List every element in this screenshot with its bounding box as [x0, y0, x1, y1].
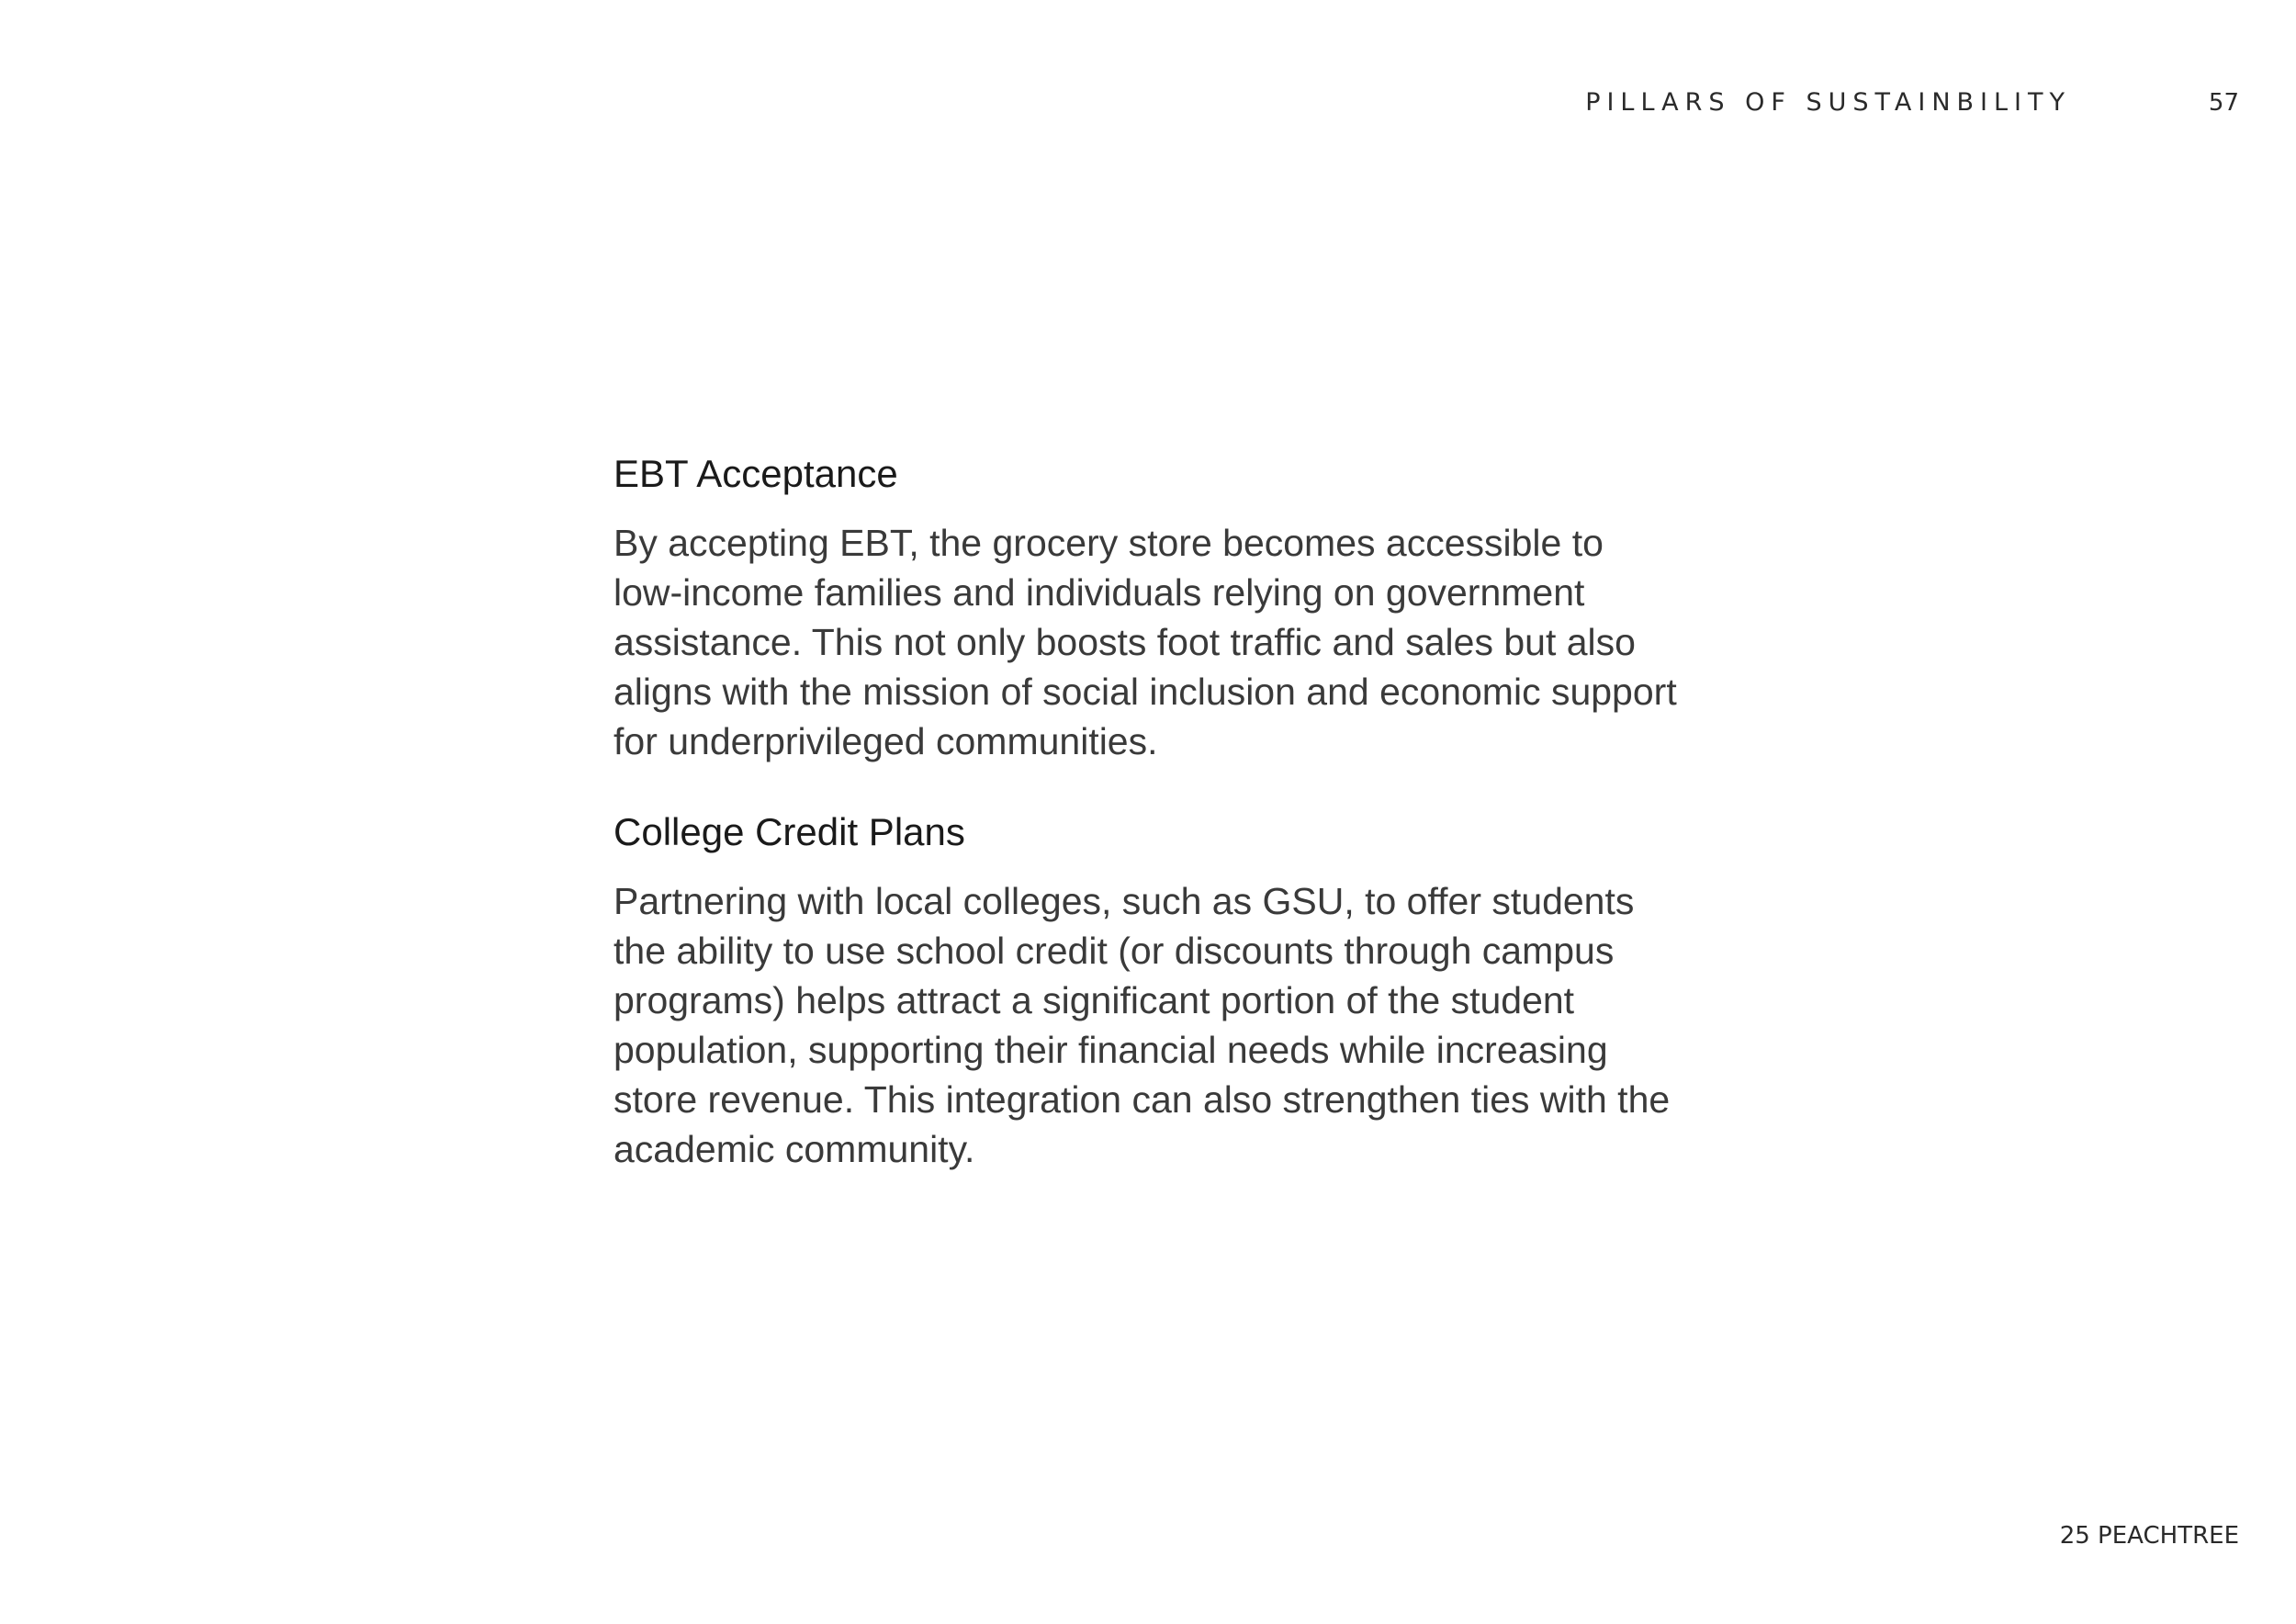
paragraph-line: Partnering with local colleges, such as GSU, to offer students: [613, 880, 1635, 922]
main-content: [613, 448, 1697, 1174]
paragraph-line: academic community.: [613, 1128, 975, 1170]
section-title: PILLARS OF SUSTAINBILITY: [1585, 88, 2071, 117]
paragraph-line: store revenue. This integration can also strengthen ties with the: [613, 1078, 1671, 1121]
college-credit-plans-section: [613, 806, 1697, 1174]
paragraph-line: for underprivileged communities.: [613, 720, 1158, 762]
ebt-acceptance-heading: EBT Acceptance: [613, 452, 898, 495]
college-credit-plans-heading: College Credit Plans: [613, 810, 965, 853]
paragraph-line: By accepting EBT, the grocery store becomes accessible to: [613, 522, 1604, 564]
paragraph-line: the ability to use school credit (or discounts through campus: [613, 930, 1615, 972]
running-header: [0, 85, 2296, 121]
paragraph-line: programs) helps attract a significant portion of the student: [613, 979, 1575, 1021]
paragraph-line: population, supporting their financial needs while increasing: [613, 1029, 1608, 1071]
ebt-acceptance-paragraph: [613, 518, 1697, 766]
footer-label: 25 PEACHTREE: [2059, 1522, 2239, 1550]
page-number: 57: [2208, 89, 2239, 117]
college-credit-plans-paragraph: [613, 876, 1697, 1174]
ebt-acceptance-section: [613, 448, 1697, 766]
paragraph-line: low-income families and individuals relying on government: [613, 571, 1585, 614]
paragraph-line: aligns with the mission of social inclusion and economic support: [613, 671, 1677, 713]
paragraph-line: assistance. This not only boosts foot traffic and sales but also: [613, 621, 1636, 663]
